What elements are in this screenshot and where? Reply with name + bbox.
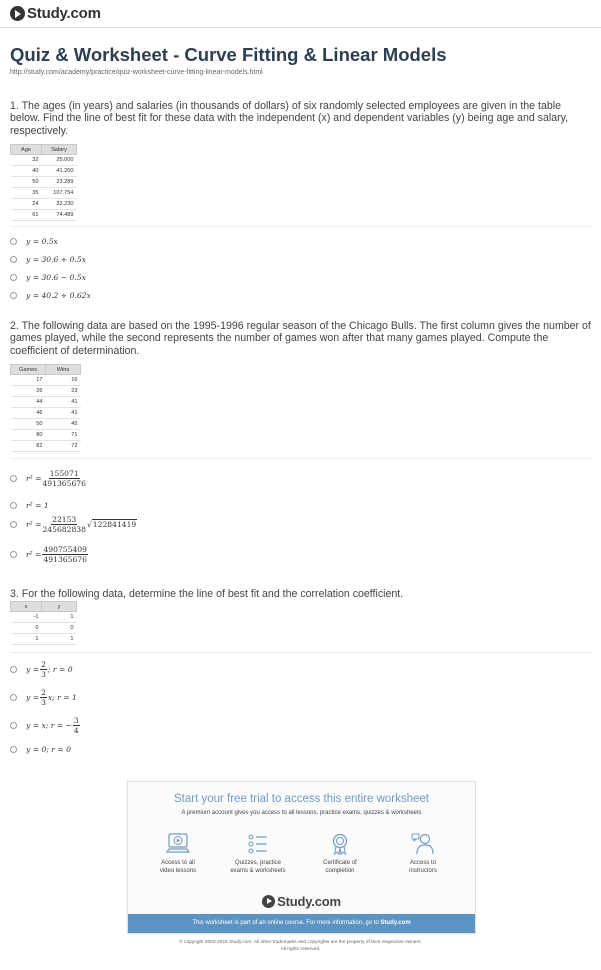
radio-button[interactable] bbox=[10, 666, 17, 673]
radio-button[interactable] bbox=[10, 238, 17, 245]
denominator: 4 bbox=[73, 726, 79, 735]
option-text: r² = 1 bbox=[26, 501, 49, 510]
radio-button[interactable] bbox=[10, 256, 17, 263]
table-cell: 0 bbox=[42, 623, 77, 634]
option-lhs: r² = bbox=[26, 550, 42, 559]
instructor-icon bbox=[411, 833, 435, 855]
promo-subtitle: A premium account gives you access to all lessons, practice exams, quizzes & worksheets bbox=[181, 810, 422, 816]
table-header: x bbox=[11, 602, 42, 612]
numerator: 2 bbox=[41, 660, 46, 669]
table-row bbox=[11, 623, 77, 634]
certificate-icon bbox=[328, 833, 352, 855]
table-cell: 32 bbox=[11, 155, 42, 166]
table-row bbox=[11, 408, 81, 419]
table-row bbox=[11, 430, 81, 441]
numerator: 490755409 bbox=[43, 545, 87, 554]
table-cell: 71 bbox=[46, 430, 81, 441]
feature-line2: completion bbox=[325, 868, 355, 874]
fraction bbox=[42, 515, 85, 534]
study-logo[interactable] bbox=[10, 5, 101, 22]
table-cell: 1 bbox=[42, 634, 77, 645]
numerator: 2 bbox=[41, 688, 46, 697]
q1-option-a[interactable] bbox=[10, 237, 58, 246]
denominator: 245682838 bbox=[42, 525, 86, 534]
radio-button[interactable] bbox=[10, 274, 17, 281]
q3-option-d[interactable] bbox=[10, 745, 71, 754]
table-cell: 107.754 bbox=[42, 188, 77, 199]
table-cell: 50 bbox=[11, 419, 46, 430]
feature-label bbox=[218, 859, 298, 875]
feature-line2: instructors bbox=[409, 868, 437, 874]
table-cell: 25.000 bbox=[42, 155, 77, 166]
question-1-text: 1. The ages (in years) and salaries (in thousands of dollars) of six randomly selected employees are given in the table below. Find the line of best fit for these data with the independent (x) and dependent variables (y) being age and salary, respectively. bbox=[10, 100, 569, 137]
feature-line2: exams & worksheets bbox=[230, 868, 286, 874]
radio-button[interactable] bbox=[10, 746, 17, 753]
radio-button[interactable] bbox=[10, 292, 17, 299]
table-row bbox=[11, 210, 77, 221]
radicand: 122841419 bbox=[92, 520, 137, 529]
fraction bbox=[42, 469, 85, 488]
table-cell: 17 bbox=[11, 375, 46, 386]
logo-text: Study.com bbox=[277, 894, 341, 909]
page-title: Quiz & Worksheet - Curve Fitting & Linear Models bbox=[10, 44, 447, 65]
table-row bbox=[11, 419, 81, 430]
radio-button[interactable] bbox=[10, 551, 17, 558]
table-cell: 40 bbox=[11, 166, 42, 177]
table-cell: 41 bbox=[46, 408, 81, 419]
logo-text: Study.com bbox=[27, 5, 101, 22]
table-cell: 23 bbox=[46, 386, 81, 397]
table-cell: 80 bbox=[11, 430, 46, 441]
q1-option-c[interactable] bbox=[10, 273, 86, 282]
fraction bbox=[73, 716, 80, 735]
play-icon bbox=[10, 6, 25, 21]
table-cell: 50 bbox=[11, 177, 42, 188]
premium-promo-box bbox=[127, 781, 476, 934]
table-row bbox=[11, 155, 77, 166]
q1-data-table bbox=[10, 144, 77, 221]
feature-label bbox=[300, 859, 380, 875]
q1-option-b[interactable] bbox=[10, 255, 86, 264]
table-header: Age bbox=[11, 145, 42, 155]
copyright-line-1: © copyright 2003-2015 Study.com. All other trademarks and copyrights are the property of their respective owners. bbox=[179, 940, 422, 945]
table-cell: -1 bbox=[11, 612, 42, 623]
option-lhs: r² = bbox=[26, 520, 42, 529]
table-cell: 32.230 bbox=[42, 199, 77, 210]
option-text: y = 30.6 − 0.5x bbox=[26, 273, 86, 282]
feature-label bbox=[138, 859, 218, 875]
feature-instructors bbox=[383, 833, 463, 875]
table-cell: 41 bbox=[46, 397, 81, 408]
table-cell: 35 bbox=[11, 188, 42, 199]
promo-title: Start your free trial to access this entire worksheet bbox=[173, 793, 430, 805]
table-row bbox=[11, 386, 81, 397]
question-3-text: 3. For the following data, determine the line of best fit and the correlation coefficient. bbox=[10, 588, 404, 600]
option-lhs: y = bbox=[26, 665, 40, 674]
table-header: Wins bbox=[46, 365, 81, 375]
radio-button[interactable] bbox=[10, 475, 17, 482]
question-divider bbox=[10, 226, 593, 227]
denominator: 491365676 bbox=[43, 555, 87, 564]
numerator: 3 bbox=[73, 716, 79, 725]
page-url: http://study.com/academy/practice/quiz-worksheet-curve-fitting-linear-models.html bbox=[10, 69, 263, 76]
promo-study-logo[interactable] bbox=[128, 894, 475, 909]
table-row bbox=[11, 612, 77, 623]
feature-line2: video lessons bbox=[159, 868, 197, 874]
table-cell: 72 bbox=[46, 441, 81, 452]
table-cell: 23.289 bbox=[42, 177, 77, 188]
option-rest: x; r = 1 bbox=[47, 693, 77, 702]
copyright-footer bbox=[0, 940, 601, 953]
table-cell: 82 bbox=[11, 441, 46, 452]
denominator: 3 bbox=[41, 670, 46, 679]
table-cell: 26 bbox=[11, 386, 46, 397]
option-text: y = 0; r = 0 bbox=[26, 745, 71, 754]
feature-line1: Certificate of bbox=[323, 860, 357, 866]
header-divider bbox=[0, 27, 601, 28]
table-cell: 74.489 bbox=[42, 210, 77, 221]
table-cell: 46 bbox=[11, 408, 46, 419]
radio-button[interactable] bbox=[10, 722, 17, 729]
q3-option-a[interactable] bbox=[10, 660, 73, 679]
table-row bbox=[11, 634, 77, 645]
option-rest: ; r = 0 bbox=[47, 665, 73, 674]
radio-button[interactable] bbox=[10, 502, 17, 509]
option-lhs: r² = bbox=[26, 474, 42, 483]
table-row bbox=[11, 441, 81, 452]
q2-option-d[interactable] bbox=[10, 545, 89, 564]
numerator: 22153 bbox=[52, 515, 77, 524]
promo-info-bar bbox=[128, 914, 475, 933]
q1-option-d[interactable] bbox=[10, 291, 91, 300]
table-cell: 1 bbox=[42, 612, 77, 623]
feature-video-lessons bbox=[138, 833, 218, 875]
promo-bar-text: This worksheet is part of an online course. For more information, go to bbox=[192, 920, 379, 926]
play-icon bbox=[262, 895, 275, 908]
question-2-text: 2. The following data are based on the 1995-1996 regular season of the Chicago Bulls. The first column gives the number of games played, while the second represents the number of games won after that many games played. Compute the coefficient of determination. bbox=[10, 320, 591, 357]
checklist-icon bbox=[246, 833, 270, 855]
table-cell: 1 bbox=[11, 634, 42, 645]
q3-option-b[interactable] bbox=[10, 688, 77, 707]
option-lhs: y = bbox=[26, 693, 40, 702]
table-row bbox=[11, 188, 77, 199]
q2-data-table bbox=[10, 364, 81, 452]
table-cell: 45 bbox=[46, 419, 81, 430]
question-divider bbox=[10, 458, 593, 459]
video-lesson-icon bbox=[166, 833, 190, 855]
numerator: 155071 bbox=[49, 469, 79, 478]
table-header: y bbox=[42, 602, 77, 612]
table-cell: 16 bbox=[46, 375, 81, 386]
option-lhs: y = x; r = − bbox=[26, 721, 72, 730]
table-row bbox=[11, 375, 81, 386]
study-link[interactable]: Study.com bbox=[380, 920, 411, 926]
fraction bbox=[42, 545, 87, 564]
q2-option-a[interactable] bbox=[10, 469, 87, 488]
question-divider bbox=[10, 652, 593, 653]
table-row bbox=[11, 166, 77, 177]
option-text: y = 0.5x bbox=[26, 237, 58, 246]
q3-data-table bbox=[10, 601, 77, 645]
table-cell: 24 bbox=[11, 199, 42, 210]
table-header: Games bbox=[11, 365, 46, 375]
copyright-line-2: All rights reserved. bbox=[280, 946, 321, 952]
table-cell: 0 bbox=[11, 623, 42, 634]
option-text: y = 30.6 + 0.5x bbox=[26, 255, 86, 264]
table-header: Salary bbox=[42, 145, 77, 155]
table-cell: 41.200 bbox=[42, 166, 77, 177]
radio-button[interactable] bbox=[10, 521, 17, 528]
table-row bbox=[11, 177, 77, 188]
denominator: 491365676 bbox=[42, 479, 86, 488]
q3-option-c[interactable] bbox=[10, 716, 81, 735]
feature-quizzes bbox=[218, 833, 298, 875]
table-cell: 61 bbox=[11, 210, 42, 221]
q2-option-b[interactable] bbox=[10, 501, 49, 510]
feature-certificate bbox=[300, 833, 380, 875]
fraction bbox=[40, 688, 47, 707]
q2-option-c[interactable] bbox=[10, 515, 137, 534]
denominator: 3 bbox=[41, 698, 46, 707]
feature-line1: Access to all bbox=[161, 860, 195, 866]
feature-line1: Access to bbox=[409, 860, 436, 866]
table-row bbox=[11, 199, 77, 210]
table-row bbox=[11, 397, 81, 408]
feature-line1: Quizzes, practice bbox=[234, 860, 282, 866]
radio-button[interactable] bbox=[10, 694, 17, 701]
table-cell: 44 bbox=[11, 397, 46, 408]
feature-label bbox=[383, 859, 463, 875]
fraction bbox=[40, 660, 47, 679]
option-text: y = 40.2 + 0.62x bbox=[26, 291, 91, 300]
square-root: √122841419 bbox=[86, 520, 137, 529]
